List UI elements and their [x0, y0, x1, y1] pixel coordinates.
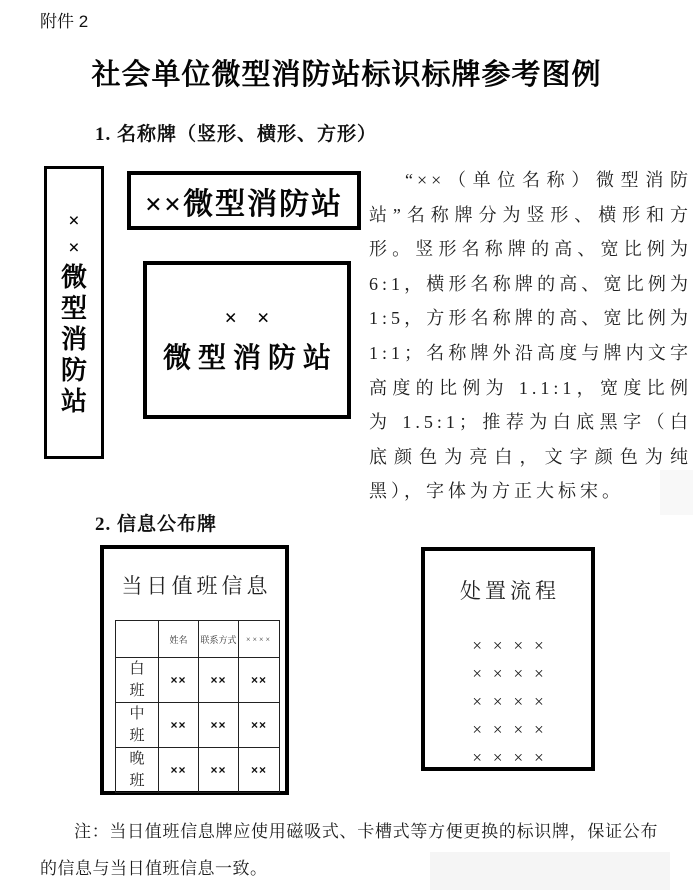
- attachment-label: 附件 2: [40, 12, 89, 31]
- shift-label-middle: 中班: [129, 706, 145, 744]
- square-sign-line2: 微型消防站: [162, 342, 338, 374]
- duty-cell: ××: [159, 748, 199, 793]
- vertical-sign-char: 微: [60, 263, 87, 292]
- duty-table-row: [116, 748, 280, 793]
- duty-cell: ××: [239, 658, 280, 703]
- process-row: ××××: [472, 748, 555, 767]
- process-row: ××××: [472, 720, 555, 739]
- duty-header-contact: 联系方式: [199, 621, 239, 658]
- vertical-sign-char: 型: [60, 294, 87, 323]
- process-row: ××××: [472, 636, 555, 655]
- page-title: 社会单位微型消防站标识标牌参考图例: [91, 59, 602, 91]
- duty-table-row: [116, 703, 280, 748]
- shift-label-night: 晚班: [129, 751, 145, 789]
- duty-header-blank: [116, 621, 159, 658]
- vertical-sign-char: ×: [68, 237, 80, 259]
- duty-cell: ××: [199, 658, 239, 703]
- square-sign-line1: ××: [224, 304, 290, 330]
- footnote: 注：当日值班信息牌应使用磁吸式、卡槽式等方便更换的标识牌，保证公布的信息与当日值班信息一致。: [40, 822, 658, 878]
- horizontal-sign-text: ××微型消防站: [144, 187, 344, 221]
- process-placeholder-rows: [425, 632, 591, 772]
- duty-header-name: 姓名: [159, 621, 199, 658]
- vertical-sign-char: 站: [60, 387, 87, 416]
- horizontal-name-sign: [127, 171, 361, 230]
- shift-label-day: 白班: [129, 661, 145, 699]
- duty-info-board: [100, 545, 289, 795]
- section2-heading: 2. 信息公布牌: [95, 514, 218, 535]
- process-row: ××××: [472, 664, 555, 683]
- duty-cell: ××: [199, 703, 239, 748]
- vertical-sign-char: 防: [60, 356, 87, 385]
- process-row: ××××: [472, 692, 555, 711]
- duty-table-header-row: [116, 621, 280, 658]
- section1-heading: 1. 名称牌（竖形、横形、方形）: [95, 124, 378, 145]
- duty-cell: ××: [159, 658, 199, 703]
- vertical-sign-char: 消: [60, 325, 87, 354]
- process-board: [421, 547, 595, 771]
- duty-header-other: ××××: [239, 621, 280, 658]
- square-name-sign: [143, 261, 351, 419]
- duty-cell: ××: [159, 703, 199, 748]
- duty-cell: ××: [239, 748, 280, 793]
- process-board-title: 处置流程: [460, 579, 560, 603]
- duty-table-row: [116, 658, 280, 703]
- name-sign-description: “××（单位名称）微型消防站”名称牌分为竖形、横形和方形。竖形名称牌的高、宽比例为6:1，横形名称牌的高、宽比例为1:5，方形名称牌的高、宽比例为1:1；名称牌外沿高度与牌内文字高度的比例为 1.1:1，宽度比例为 1.5:1；推荐为白底黑字（白底颜色为亮白，文字颜色为纯黑），字体为方正大标宋。: [369, 170, 692, 502]
- duty-cell: ××: [199, 748, 239, 793]
- duty-board-title: 当日值班信息: [121, 574, 272, 598]
- duty-cell: ××: [239, 703, 280, 748]
- duty-table: [115, 620, 280, 793]
- vertical-name-sign: [44, 166, 104, 459]
- vertical-sign-char: ×: [68, 210, 80, 232]
